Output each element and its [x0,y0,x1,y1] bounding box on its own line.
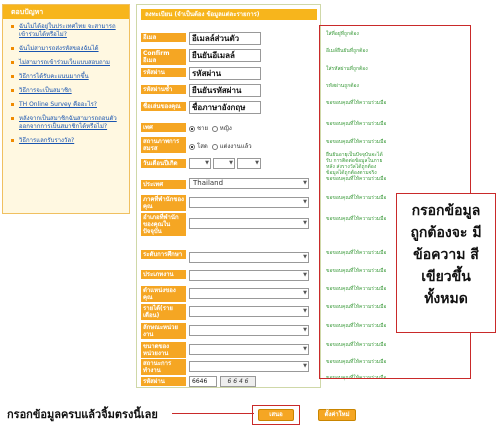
position-label: ตำแหน่งของคุณ [141,286,186,302]
org-size-label: ขนาดของหน่วยงาน [141,342,186,358]
password-input[interactable]: รหัสผ่าน [189,67,261,80]
confirm-email-hint: อีเมล์ยืนยันที่ถูกต้อง [326,48,368,54]
birthdate-hint: ยืนยันอายุเป็นปัจจุบันจะได้รับ การติดต่อข้อมูลในภายหลัง ส่งรางวัลได้ถูกต้อง ข้อมูลได้ถูกต้องตามจริง [326,152,383,176]
org-type-hint: ขอขอบคุณที่ให้ความร่วมมือ [326,323,387,329]
marital-single-label: โสด [197,143,208,150]
country-hint: ขอขอบคุณที่ให้ความร่วมมือ [326,176,387,182]
captcha-label: รหัสผ่าน [141,377,186,386]
faq-item[interactable]: ฉันไม่สามารถส่งรหัสของฉันได้ [11,45,125,53]
captcha-hint: ขอขอบคุณที่ให้ความร่วมมือ [326,375,387,381]
email-input[interactable]: อีเมลล์ส่วนตัว [189,32,261,45]
position-select[interactable] [189,288,309,299]
faq-item[interactable]: วิธีการจะเป็นสมาชิก [11,87,125,95]
email-label: อีเมล [141,33,186,42]
gender-male-radio[interactable] [189,126,195,132]
confirm-email-input[interactable]: ยืนยันอีเมลล์ [189,49,261,62]
gender-label: เพศ [141,123,186,132]
marital-married-label: แต่งงานแล้ว [219,143,252,150]
org-type-label: ลักษณะหน่วยงาน [141,323,186,339]
region-select[interactable] [189,197,309,208]
confirm-password-hint: รหัสผ่านถูกต้อง [326,83,359,89]
occupation-select[interactable] [189,270,309,281]
birth-year-select[interactable] [237,158,261,169]
country-label: ประเทศ [141,180,186,189]
marital-hint: ขอขอบคุณที่ให้ความร่วมมือ [326,139,387,145]
confirm-password-input[interactable]: ยืนยันรหัสผ่าน [189,84,261,97]
bottom-instruction: กรอกข้อมูลครบแล้วจิ้มตรงนี้เลย [7,408,158,421]
marital-radio-group [189,141,252,151]
province-hint: ขอขอบคุณที่ให้ความร่วมมือ [326,216,387,222]
org-type-select[interactable] [189,325,309,336]
region-hint: ขอขอบคุณที่ให้ความร่วมมือ [326,195,387,201]
gender-hint: ขอขอบคุณที่ให้ความร่วมมือ [326,121,387,127]
bottom-arrow-line [172,413,254,414]
birthdate-label: วันเดือนปีเกิด [141,159,186,168]
faq-item[interactable]: วิธีการแลกรับรางวัล? [11,137,125,145]
password-hint: ใส่รหัสผ่านที่ถูกต้อง [326,66,368,72]
confirm-email-label: Confirm อีเมล [141,49,186,65]
work-status-select[interactable] [189,361,309,372]
position-hint: ขอขอบคุณที่ให้ความร่วมมือ [326,286,387,292]
nickname-input[interactable]: ชื่อภาษาอังกฤษ [189,101,261,114]
faq-item[interactable]: ไม่สามารถเข้าร่วมเว็บแบบสอบถาม [11,59,125,67]
form-title: ลงทะเบียน (จำเป็นต้อง ข้อมูลแต่ละรายการ) [141,9,317,20]
birth-day-select[interactable] [189,158,211,169]
work-status-label: สถานะการทำงาน [141,359,186,375]
captcha-image: 6 6 4 6 [220,376,256,387]
gender-female-radio[interactable] [212,126,218,132]
work-status-hint: ขอขอบคุณที่ให้ความร่วมมือ [326,359,387,365]
marital-married-radio[interactable] [212,144,218,150]
education-hint: ขอขอบคุณที่ให้ความร่วมมือ [326,250,387,256]
faq-item[interactable]: หลังจากเป็นสมาชิกฉันสามารถถอนตัวออกจากการเป็นสมาชิกได้หรือไม่? [11,115,125,131]
org-size-hint: ขอขอบคุณที่ให้ความร่วมมือ [326,342,387,348]
gender-radio-group [189,123,232,133]
org-size-select[interactable] [189,344,309,355]
faq-title: ตอบปัญหา [3,5,129,19]
income-select[interactable] [189,306,309,317]
green-message-note: กรอกข้อมูล ถูกต้องจะ มีข้อความ สีเขียวขึ้น ทั้งหมด [396,193,496,333]
income-hint: ขอขอบคุณที่ให้ความร่วมมือ [326,304,387,310]
faq-panel [2,4,130,214]
password-label: รหัสผ่าน [141,68,186,77]
province-select[interactable] [189,218,309,229]
nickname-label: ชื่อเล่นของคุณ [141,102,186,111]
nickname-hint: ขอขอบคุณที่ให้ความร่วมมือ [326,100,387,106]
registration-form [136,4,321,388]
gender-female-label: หญิง [219,125,232,132]
faq-item[interactable]: วิธีการได้รับคะแนนมากขึ้น [11,73,125,81]
faq-list [3,19,129,145]
income-label: รายได้(รายเดือน) [141,304,186,320]
marital-label: สถานภาพการสมรส [141,137,186,153]
submit-button[interactable]: เสนอ [258,409,294,421]
province-label: อำเภอที่พำนักของคุณใน ปัจจุบัน [141,213,186,236]
birth-month-select[interactable] [213,158,235,169]
email-hint: ใส่ที่อยู่ที่ถูกต้อง [326,31,359,37]
country-select[interactable]: Thailand ▼ [189,178,309,189]
confirm-password-label: รหัสผ่านซ้ำ [141,85,186,94]
marital-single-radio[interactable] [189,144,195,150]
occupation-label: ประเภทงาน [141,270,186,279]
gender-male-label: ชาย [197,125,208,132]
faq-item[interactable]: TH Online Survey คืออะไร? [11,101,125,109]
captcha-input[interactable]: 6646 [189,376,217,387]
occupation-hint: ขอขอบคุณที่ให้ความร่วมมือ [326,268,387,274]
region-label: ภาคที่พำนักของคุณ [143,196,184,210]
faq-item[interactable]: ฉันไม่ได้อยู่ในประเทศไทย จะสามารถเข้าร่วมได้หรือไม่? [11,23,125,39]
education-label: ระดับการศึกษา [141,250,186,259]
education-select[interactable] [189,252,309,263]
reset-button[interactable]: ตั้งค่าใหม่ [318,409,356,421]
